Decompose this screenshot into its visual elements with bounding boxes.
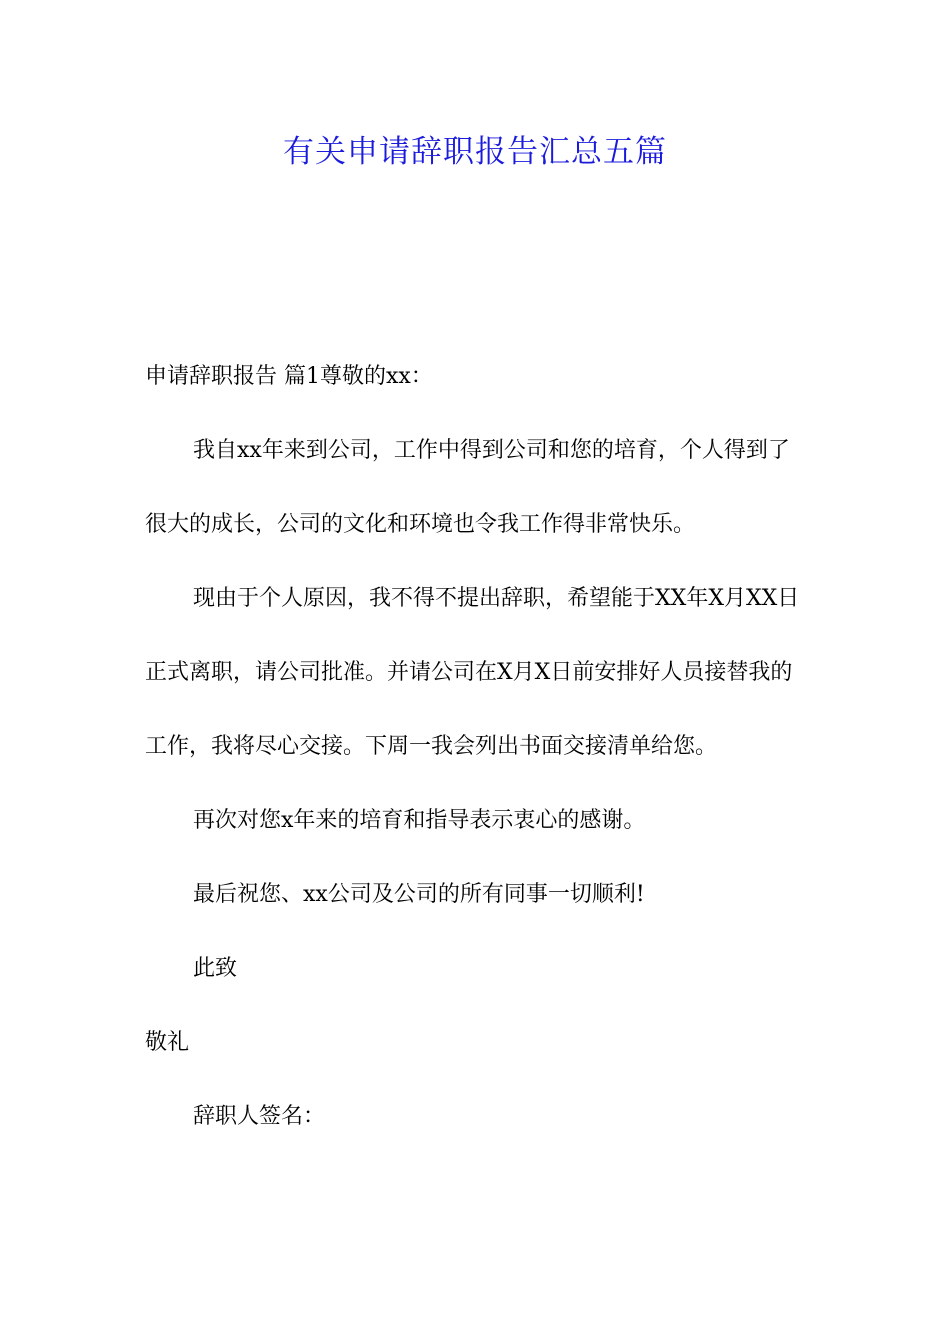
- document-title: 有关申请辞职报告汇总五篇: [283, 134, 667, 170]
- paragraph-resignation-request: 现由于个人原因，我不得不提出辞职，希望能于XX年X月XX日正式离职，请公司批准。并请公司在X月X日前安排好人员接替我的工作，我将尽心交接。下周一我会列出书面交接清单给您。: [145, 586, 800, 759]
- salutation-line: 敬礼: [145, 1030, 190, 1055]
- paragraph-gratitude-growth: 我自xx年来到公司，工作中得到公司和您的培育，个人得到了很大的成长，公司的文化和环境也令我工作得非常快乐。: [145, 438, 790, 537]
- paragraph-best-wishes: 最后祝您、xx公司及公司的所有同事一切顺利!: [193, 882, 645, 907]
- document-body: [145, 340, 805, 1154]
- signature-label: 辞职人签名：: [193, 1104, 326, 1129]
- heading-line: 申请辞职报告 篇1尊敬的xx：: [145, 364, 433, 389]
- closing-line: 此致: [193, 956, 238, 981]
- paragraph-thanks: 再次对您x年来的培育和指导表示衷心的感谢。: [193, 808, 646, 833]
